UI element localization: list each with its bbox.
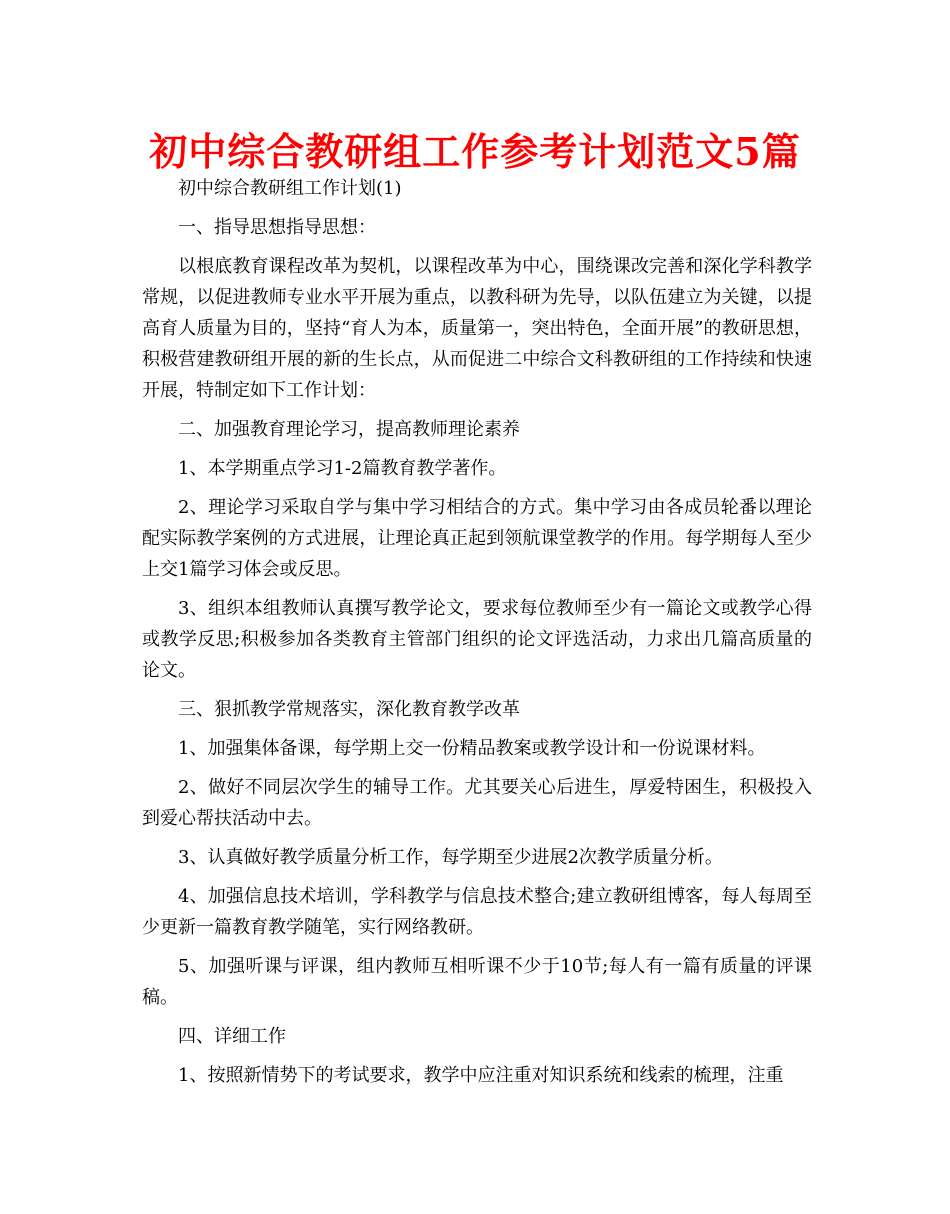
paragraph: 4、加强信息技术培训，学科教学与信息技术整合;建立教研组博客，每人每周至少更新一篇教育教学随笔，实行网络教研。 [142,886,812,938]
paragraph: 5、加强听课与评课，组内教师互相听课不少于10节;每人有一篇有质量的评课稿。 [142,956,812,1008]
paragraph: 3、认真做好教学质量分析工作，每学期至少进展2次教学质量分析。 [178,847,723,868]
paragraph: 1、按照新情势下的考试要求，教学中应注重对知识系统和线索的梳理，注重 [178,1065,784,1086]
document-body [142,173,812,1099]
paragraph: 以根底教育课程改革为契机，以课程改革为中心，围绕课改完善和深化学科教学常规，以促进教师专业水平开展为重点，以教科研为先导，以队伍建立为关键，以提高育人质量为目的，坚持“育人为本，质量第一，突出特色，全面开展”的教研思想，积极营建教研组开展的新的生长点，从而促进二中综合文科教研组的工作持续和快速开展，特制定如下工作计划： [142,256,812,401]
paragraph: 3、组织本组教师认真撰写教学论文，要求每位教师至少有一篇论文或教学心得或教学反思;积极参加各类教育主管部门组织的论文评选活动，力求出几篇高质量的论文。 [142,598,812,681]
paragraph: 1、加强集体备课，每学期上交一份精品教案或教学设计和一份说课材料。 [178,738,766,759]
paragraph: 1、本学期重点学习1-2篇教育教学著作。 [178,458,507,479]
document-title: 初中综合教研组工作参考计划范文5篇 [149,129,801,174]
paragraph: 三、狠抓教学常规落实，深化教育教学改革 [178,699,520,720]
paragraph: 初中综合教研组工作计划(1) [178,178,402,199]
paragraph: 一、指导思想指导思想： [178,217,376,238]
paragraph: 四、详细工作 [178,1026,286,1047]
paragraph: 2、做好不同层次学生的辅导工作。尤其要关心后进生，厚爱特困生，积极投入到爱心帮扶活动中去。 [142,777,812,829]
paragraph: 二、加强教育理论学习，提高教师理论素养 [178,419,520,440]
paragraph: 2、理论学习采取自学与集中学习相结合的方式。集中学习由各成员轮番以理论配实际教学案例的方式进展，让理论真正起到领航课堂教学的作用。每学期每人至少上交1篇学习体会或反思。 [142,497,812,580]
